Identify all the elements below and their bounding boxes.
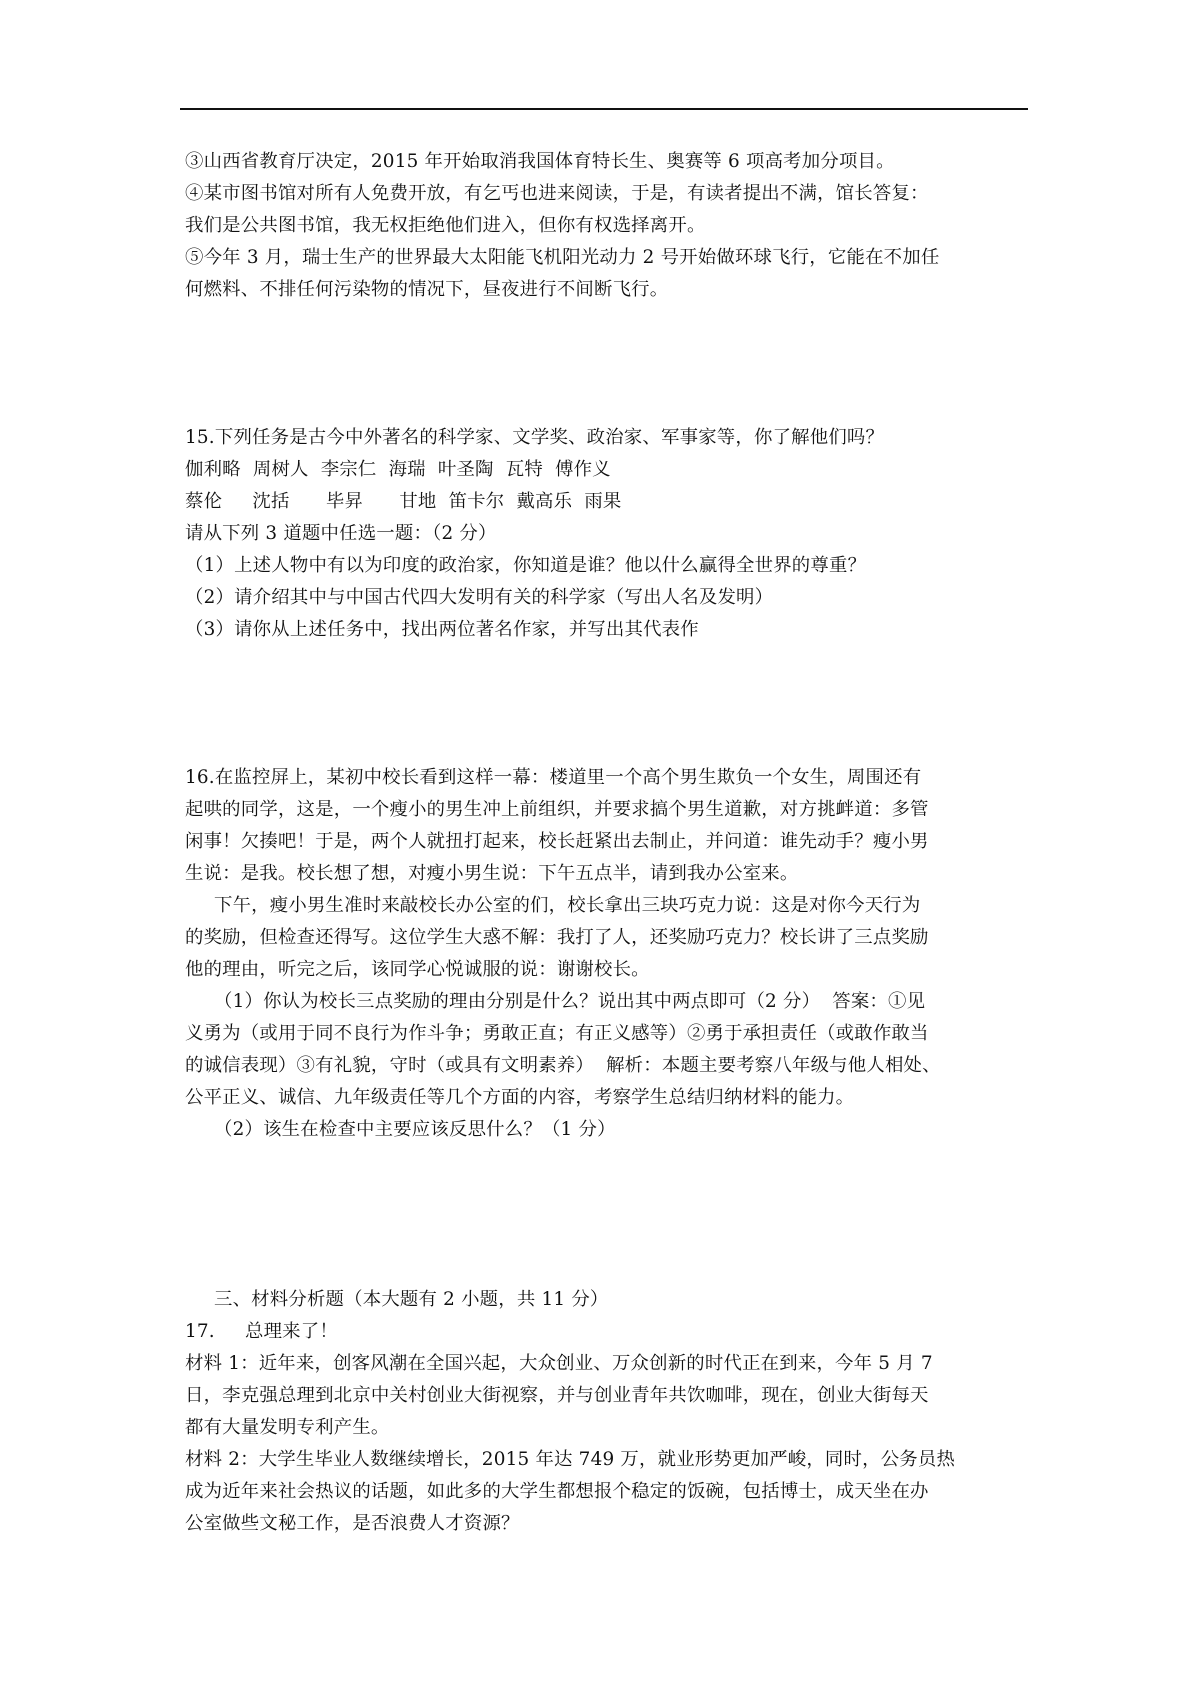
material1-line2: 日，李克强总理到北京中关村创业大街视察，并与创业青年共饮咖啡，现在，创业大街每天 — [185, 1385, 929, 1406]
material2-line2: 成为近年来社会热议的话题，如此多的大学生都想报个稳定的饭碗，包括博士，成天坐在办 — [185, 1481, 929, 1502]
intro-line-4a: ④某市图书馆对所有人免费开放，有乞丐也进来阅读，于是，有读者提出不满，馆长答复： — [185, 183, 929, 204]
q16-sub1-line1: （1）你认为校长三点奖励的理由分别是什么？说出其中两点即可（2 分） 答案：①见 — [214, 991, 926, 1012]
intro-line-3: ③山西省教育厅决定，2015 年开始取消我国体育特长生、奥赛等 6 项高考加分项目。 — [185, 151, 895, 172]
q16-para2-line3: 他的理由，听完之后，该同学心悦诚服的说：谢谢校长。 — [185, 959, 650, 980]
q15-names-row2: 蔡伦 沈括 毕昇 甘地 笛卡尔 戴高乐 雨果 — [185, 491, 622, 512]
material2-line3: 公室做些文秘工作，是否浪费人才资源？ — [185, 1513, 520, 1534]
material1-line1: 材料 1：近年来，创客风潮在全国兴起，大众创业、万众创新的时代正在到来，今年 5 月 7 — [185, 1353, 933, 1374]
q16-sub1-line4: 公平正义、诚信、九年级责任等几个方面的内容，考察学生总结归纳材料的能力。 — [185, 1087, 855, 1108]
q16-para2-line1: 下午，瘦小男生准时来敲校长办公室的们，校长拿出三块巧克力说：这是对你今天行为 — [214, 895, 921, 916]
q16-sub1-line2: 义勇为（或用于同不良行为作斗争；勇敢正直；有正义感等）②勇于承担责任（或敢作敢当 — [185, 1023, 929, 1044]
q17-header — [185, 1316, 1030, 1348]
header-rule — [180, 108, 1028, 110]
q15-stem: 15.下列任务是古今中外著名的科学家、文学奖、政治家、军事家等，你了解他们吗？ — [185, 427, 885, 448]
q15-names-row1: 伽利略 周树人 李宗仁 海瑞 叶圣陶 瓦特 傅作义 — [185, 459, 611, 480]
q16-para1-line3: 闲事！欠揍吧！于是，两个人就扭打起来，校长赶紧出去制止，并问道：谁先动手？瘦小男 — [185, 831, 929, 852]
material2-line1: 材料 2：大学生毕业人数继续增长，2015 年达 749 万，就业形势更加严峻，同时，公务员热 — [185, 1449, 956, 1470]
q16-sub2: （2）该生在检查中主要应该反思什么？（1 分） — [214, 1119, 616, 1140]
intro-line-5b: 何燃料、不排任何污染物的情况下，昼夜进行不间断飞行。 — [185, 279, 669, 300]
intro-line-4b: 我们是公共图书馆，我无权拒绝他们进入，但你有权选择离开。 — [185, 215, 706, 236]
q17-number: 17. — [185, 1321, 215, 1342]
q16-para2-line2: 的奖励，但检查还得写。这位学生大惑不解：我打了人，还奖励巧克力？校长讲了三点奖励 — [185, 927, 929, 948]
q15-option-3: （3）请你从上述任务中，找出两位著名作家，并写出其代表作 — [185, 619, 699, 640]
material1-line3: 都有大量发明专利产生。 — [185, 1417, 390, 1438]
q15-option-1: （1）上述人物中有以为印度的政治家，你知道是谁？他以什么赢得全世界的尊重？ — [185, 555, 867, 576]
intro-line-5a: ⑤今年 3 月，瑞士生产的世界最大太阳能飞机阳光动力 2 号开始做环球飞行，它能在不加任 — [185, 247, 940, 268]
q15-instruction: 请从下列 3 道题中任选一题：（2 分） — [185, 523, 497, 544]
q17-title: 总理来了！ — [245, 1321, 338, 1342]
q16-para1-line1: 16.在监控屏上，某初中校长看到这样一幕：楼道里一个高个男生欺负一个女生，周围还有 — [185, 767, 922, 788]
section3-heading: 三、材料分析题（本大题有 2 小题，共 11 分） — [214, 1289, 609, 1310]
q16-para1-line4: 生说：是我。校长想了想，对瘦小男生说：下午五点半，请到我办公室来。 — [185, 863, 799, 884]
q16-para1-line2: 起哄的同学，这是，一个瘦小的男生冲上前组织，并要求搞个男生道歉，对方挑衅道：多管 — [185, 799, 929, 820]
q15-option-2: （2）请介绍其中与中国古代四大发明有关的科学家（写出人名及发明） — [185, 587, 774, 608]
q16-sub1-line3: 的诚信表现）③有礼貌，守时（或具有文明素养） 解析：本题主要考察八年级与他人相处、 — [185, 1055, 941, 1076]
